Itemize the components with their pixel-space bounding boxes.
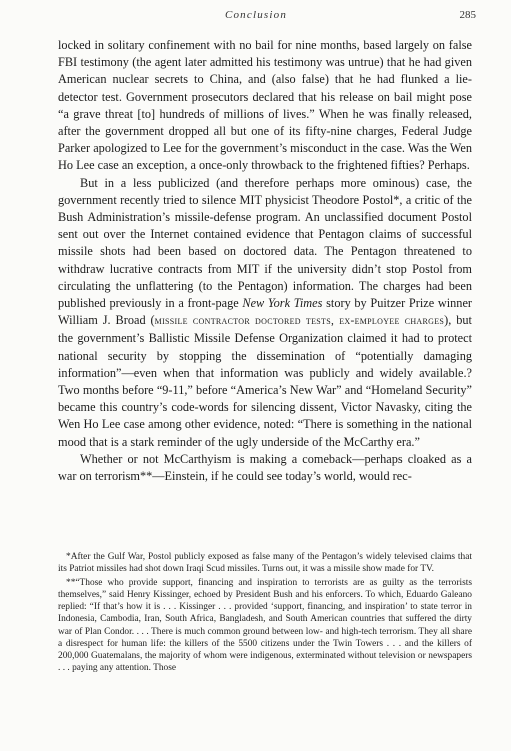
paragraph-text: But in a less publicized (and therefore perhaps more ominous) case, the government recently tried to silence MIT physicist Theodore Postol*, a critic of the Bush Administration’s missile-defense program. An unclassified document Postol sent out over the Internet contained evidence that Pentagon claims of successful missile shots had been based on doctored data. The Pentagon threatened to withdraw lucrative contracts from MIT if the university didn’t stop Postol from circulating the unflattering (to the Pentagon) information. The charges had been published previously in a front-page: [58, 175, 472, 311]
footnote: **“Those who provide support, financing and inspiration to terrorists are as guilty as the terrorists themselves,” said Henry Kissinger, echoed by President Bush and his enforcers. To which, Eduardo Galeano replied: “If that’s how it is . . . Kissinger . . . provided ‘support, financing, and inspiration’ to state terror in Indonesia, Cambodia, Iran, South Africa, Bangladesh, and South American countries that suffered the dirty war of Plan Condor. . . . There is much common ground between low- and high-tech terrorism. They all share a disrespect for human life: the killers of the 5500 citizens under the Twin Towers . . . and the killers of 200,000 Guatemalans, the majority of whom were indigenous, exterminated without television or newspapers . . . paying any attention. Those: [58, 578, 472, 673]
running-head: Conclusion: [224, 9, 288, 21]
paragraph-text: ), but the government’s Ballistic Missile Defense Organization claimed it had to protect national security by stopping the dissemination of “potentially damaging information”—even when that information was publicly and widely available.? Two months before “9-11,” before “America’s New War” and “Homeland Security” became this country’s code-words for silencing dissent, Victor Navasky, citing the Wen Ho Lee case among other evidence, noted: “There is something in the national mood that is a stark reminder of the ugly underside of the McCarthy era.”: [58, 313, 472, 449]
body-text: [58, 37, 472, 485]
page-header: [36, 9, 476, 25]
body-paragraph: [58, 175, 472, 451]
body-paragraph: [58, 451, 472, 485]
body-paragraph: [58, 37, 472, 175]
small-caps-text: missile contractor doctored tests, ex-employee charges: [154, 315, 445, 328]
paragraph-text: story by Puitzer Prize winner William J. Broad (: [58, 296, 472, 328]
page-number: 285: [459, 9, 476, 21]
paragraph-text: locked in solitary confinement with no bail for nine months, based largely on false FBI testimony (the agent later admitted his testimony was untrue) that he had given American nuclear secrets to China, and (also false) that he had flunked a lie-detector test. Government prosecutors declared that his release on bail might pose “a grave threat [to] hundreds of millions of lives.” When he was finally released, after the government dropped all but one of its fifty-nine charges, Federal Judge Parker apologized to Lee for the government’s misconduct in the case. Was the Wen Ho Lee case an exception, a once-only throwback to the frightened fifties? Perhaps.: [58, 38, 472, 173]
italic-text: New York Times: [242, 296, 323, 311]
footnote: *After the Gulf War, Postol publicly exposed as false many of the Pentagon’s widely televised claims that its Patriot missiles had shot down Iraqi Scud missiles. Turns out, it was a missile show made for TV.: [58, 552, 472, 575]
paragraph-text: Whether or not McCarthyism is making a comeback—perhaps cloaked as a war on terrorism**—Einstein, if he could see today’s world, would rec-: [58, 451, 472, 484]
footnotes: [58, 551, 472, 676]
